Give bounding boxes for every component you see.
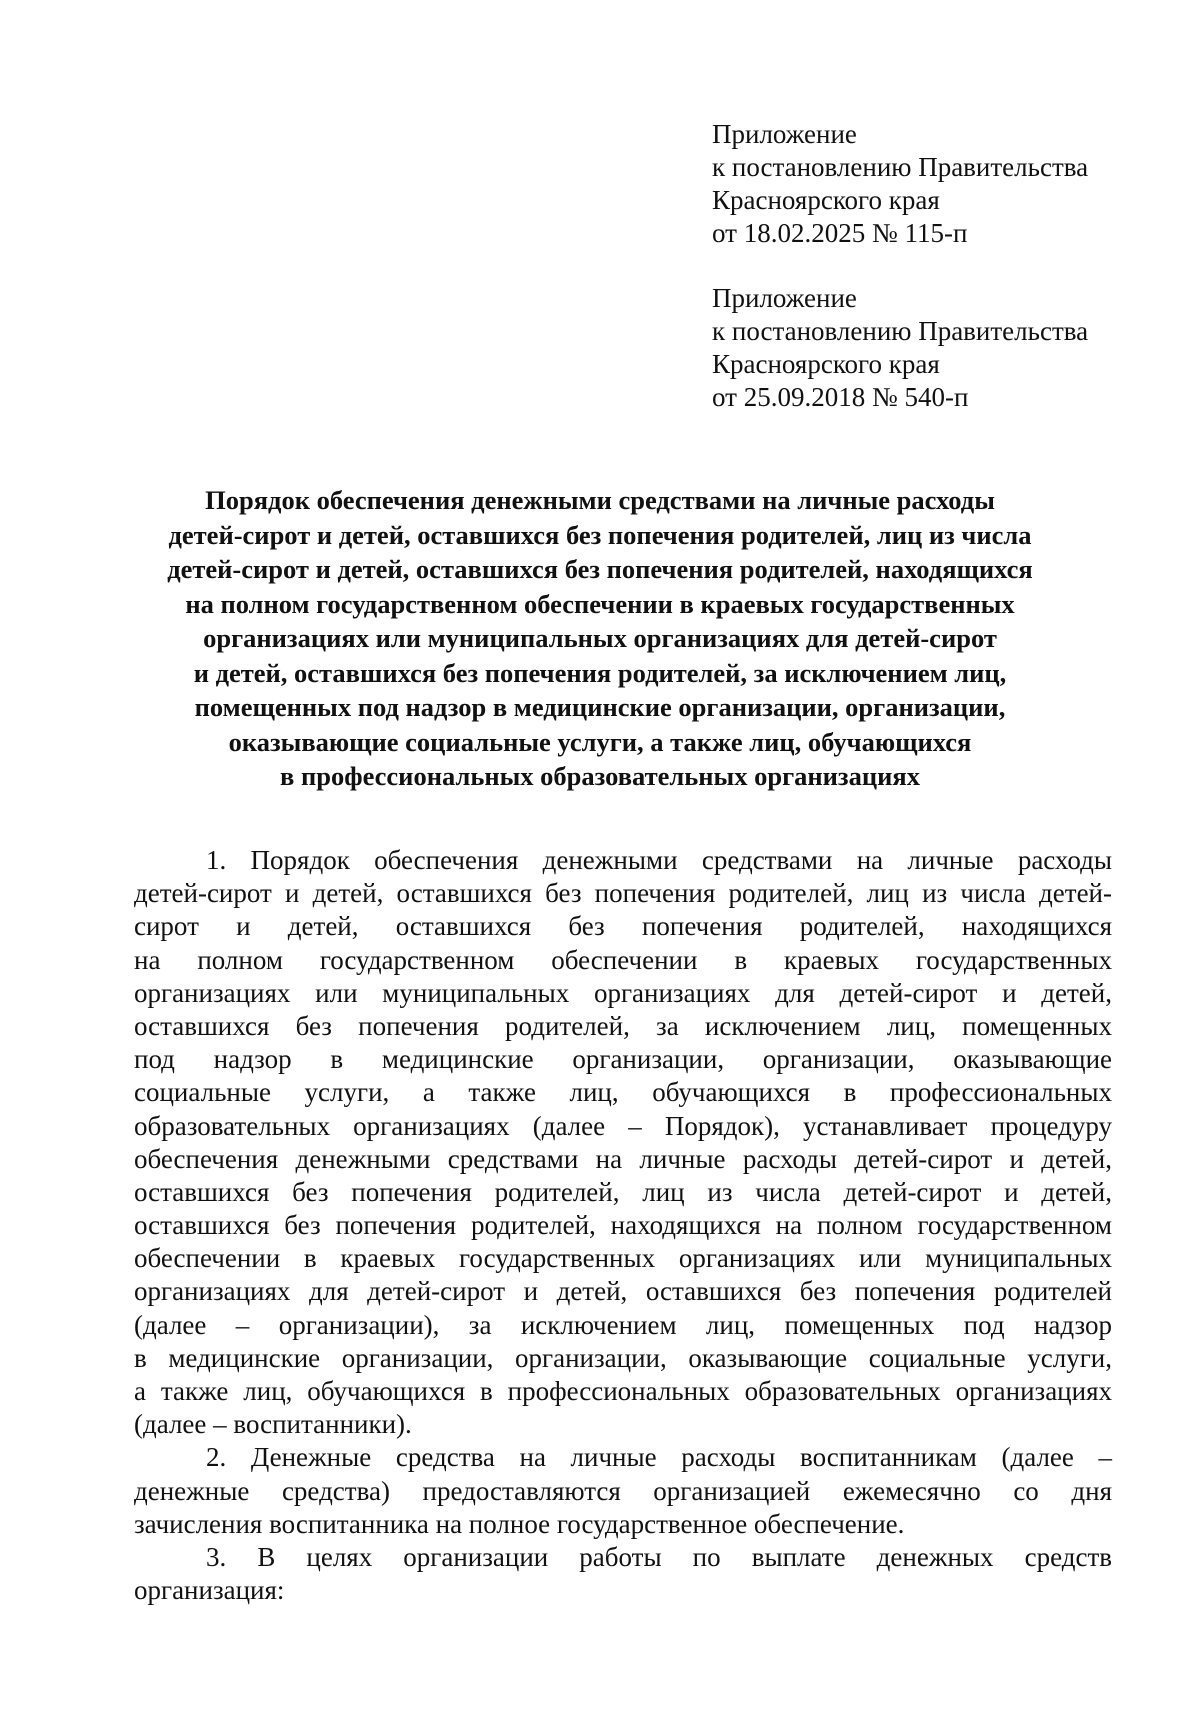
body-line: оставшихся без попечения родителей, лиц из числа детей-сирот и детей, [134,1176,1112,1207]
body-line: 2. Денежные средства на личные расходы воспитанникам (далее – [206,1442,1112,1473]
title-line: на полном государственном обеспечении в краевых государственных [185,588,1015,619]
body-line: детей-сирот и детей, оставшихся без попечения родителей, лиц из числа детей- [134,878,1112,909]
body-line: организациях или муниципальных организациях для детей-сирот и детей, [134,977,1112,1008]
body-line: оставшихся без попечения родителей, находящихся на полном государственном [134,1210,1112,1241]
body-line: обеспечении в краевых государственных организациях или муниципальных [134,1243,1112,1274]
appendix-block-current [712,118,1088,250]
body-line: организациях для детей-сирот и детей, оставшихся без попечения родителей [134,1276,1112,1307]
title-line: Порядок обеспечения денежными средствами на личные расходы [205,485,995,515]
body-line: под надзор в медицинские организации, организации, оказывающие [134,1044,1112,1075]
title-line: организациях или муниципальных организациях для детей-сирот [203,623,997,653]
body-line: (далее – воспитанники). [134,1409,412,1440]
body-line: социальные услуги, а также лиц, обучающихся в профессиональных [134,1077,1112,1108]
body-line: обеспечения денежными средствами на личные расходы детей-сирот и детей, [134,1143,1112,1174]
appendix-line: Приложение [712,119,857,149]
body-line: зачисления воспитанника на полное государственное обеспечение. [134,1508,905,1539]
body-line: (далее – организации), за исключением лиц, помещенных под надзор [134,1309,1112,1340]
document-title [130,483,1070,794]
body-line: а также лиц, обучающихся в профессиональных образовательных организациях [134,1376,1112,1406]
body-line: на полном государственном обеспечении в краевых государственных [134,944,1112,975]
body-line: образовательных организациях (далее – Порядок), устанавливает процедуру [134,1110,1112,1141]
appendix-block-original [712,282,1088,414]
appendix-line: Приложение [712,283,857,313]
body-line: денежные средства) предоставляются организацией ежемесячно со дня [134,1475,1112,1506]
appendix-line: от 25.09.2018 № 540-п [712,382,969,412]
paragraph-1 [134,844,1112,1441]
title-line: в профессиональных образовательных организациях [280,761,920,791]
appendix-line: от 18.02.2025 № 115-п [712,218,968,248]
paragraph-2 [134,1441,1112,1541]
body-line: в медицинские организации, организации, оказывающие социальные услуги, [134,1342,1112,1373]
document-body [134,844,1112,1607]
appendix-line: к постановлению Правительства [712,152,1089,182]
paragraph-3 [134,1541,1112,1607]
title-line: детей-сирот и детей, оставшихся без попечения родителей, лиц из числа [168,519,1032,550]
title-line: и детей, оставшихся без попечения родителей, за исключением лиц, [193,657,1007,688]
title-line: оказывающие социальные услуги, а также лиц, обучающихся [228,726,972,757]
appendix-line: Красноярского края [712,349,940,379]
title-line: детей-сирот и детей, оставшихся без попечения родителей, находящихся [167,554,1033,584]
title-line: помещенных под надзор в медицинские организации, организации, [194,692,1006,722]
body-line: сирот и детей, оставшихся без попечения родителей, находящихся [134,911,1112,942]
body-line: 3. В целях организации работы по выплате денежных средств [206,1541,1112,1572]
appendix-line: к постановлению Правительства [712,316,1089,346]
body-line: организация: [134,1575,285,1606]
body-line: оставшихся без попечения родителей, за исключением лиц, помещенных [134,1010,1112,1041]
appendix-line: Красноярского края [712,185,940,215]
body-line: 1. Порядок обеспечения денежными средствами на личные расходы [206,845,1112,875]
